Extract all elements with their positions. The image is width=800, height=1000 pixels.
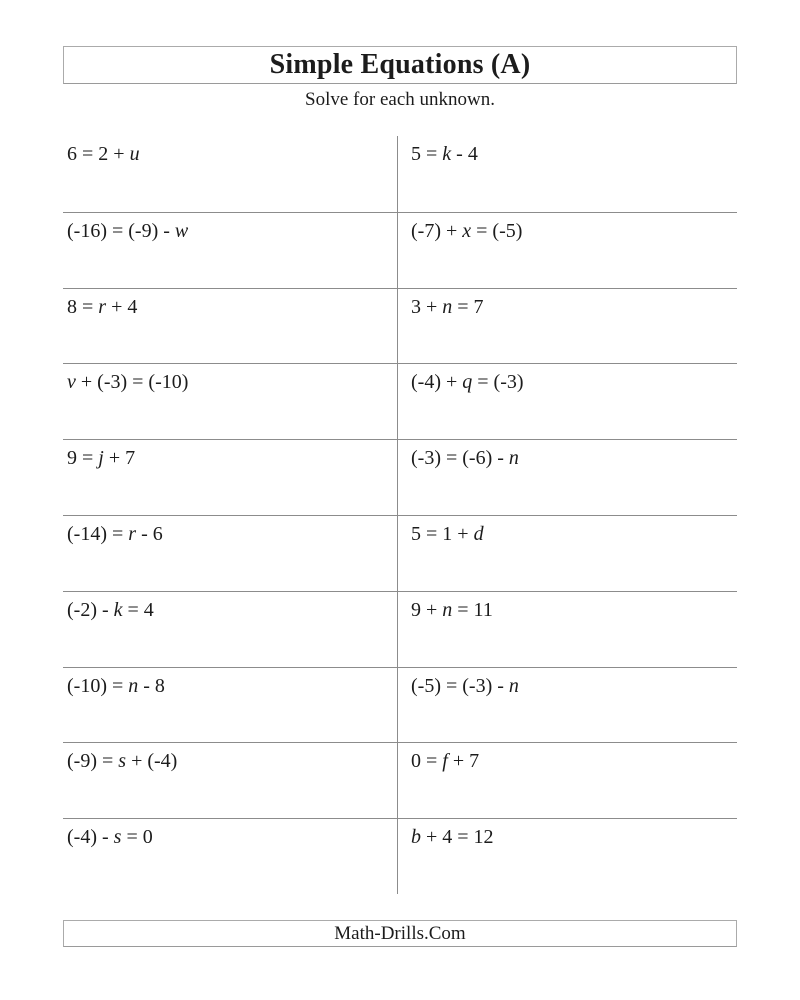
- title-box: [63, 46, 737, 84]
- equation-row: [63, 667, 737, 743]
- equation-cell: b + 4 = 12: [411, 826, 494, 849]
- page-title: Simple Equations (A): [269, 49, 531, 80]
- equation-row: [63, 363, 737, 439]
- equation-cell: 6 = 2 + u: [63, 136, 398, 212]
- equation-cell: (-9) = s + (-4): [63, 743, 398, 818]
- equation-cell: (-3) = (-6) - n: [411, 447, 519, 470]
- equation-cell: 9 + n = 11: [411, 598, 493, 621]
- worksheet-page: [63, 0, 737, 947]
- equation-cell: 5 = 1 + d: [411, 522, 484, 545]
- equation-row: [63, 591, 737, 667]
- equation-cell: (-16) = (-9) - w: [63, 213, 398, 288]
- equation-row: [63, 136, 737, 212]
- equation-row: [63, 818, 737, 894]
- equation-cell: (-5) = (-3) - n: [411, 674, 519, 697]
- footer-box: [63, 920, 737, 947]
- equation-row: [63, 439, 737, 515]
- equation-cell: 5 = k - 4: [411, 143, 478, 165]
- equation-cell: 3 + n = 7: [411, 295, 484, 318]
- equation-cell: (-4) + q = (-3): [411, 371, 524, 394]
- equation-cell: 0 = f + 7: [411, 750, 480, 773]
- equation-cell: v + (-3) = (-10): [63, 364, 398, 439]
- equation-row: [63, 212, 737, 288]
- equation-cell: (-2) - k = 4: [63, 592, 398, 667]
- equation-cell: 9 = j + 7: [63, 440, 398, 515]
- equation-cell: (-4) - s = 0: [63, 819, 398, 894]
- page-subtitle: Solve for each unknown.: [305, 89, 495, 110]
- equation-cell: (-7) + x = (-5): [411, 219, 523, 242]
- equation-cell: 8 = r + 4: [63, 289, 398, 364]
- equation-row: [63, 742, 737, 818]
- equation-cell: (-10) = n - 8: [63, 668, 398, 743]
- equation-row: [63, 515, 737, 591]
- equations-grid: [63, 136, 737, 894]
- footer-brand: Math-Drills.Com: [334, 922, 466, 944]
- equation-row: [63, 288, 737, 364]
- equation-cell: (-14) = r - 6: [63, 516, 398, 591]
